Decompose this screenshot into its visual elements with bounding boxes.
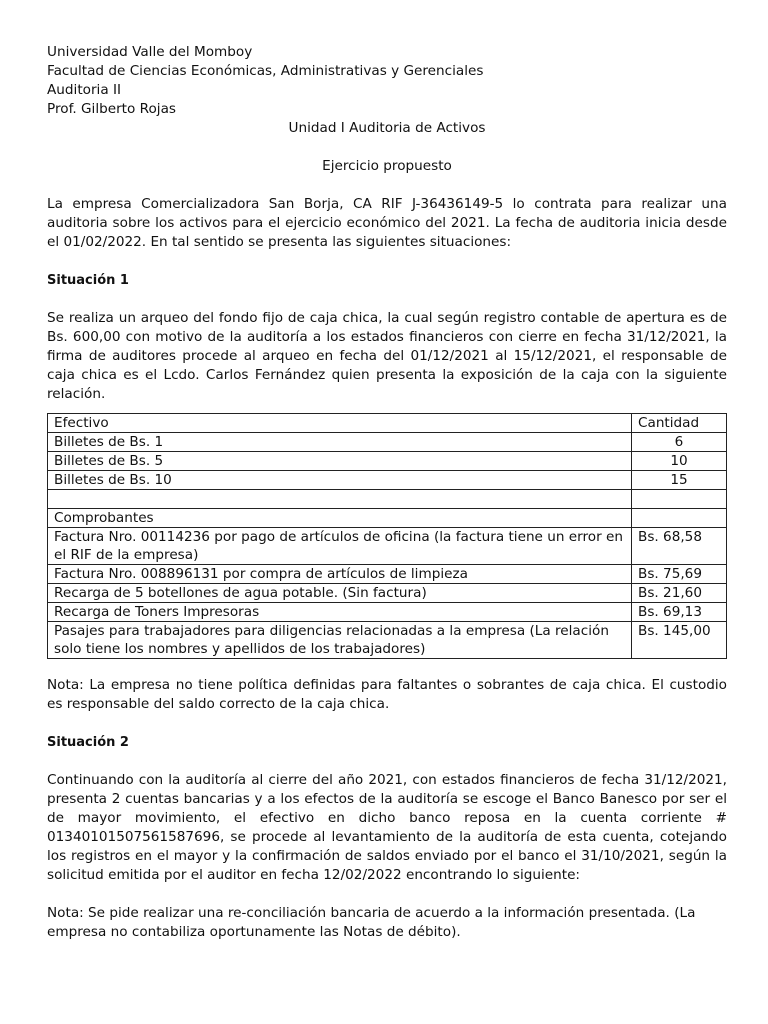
voucher-amount: Bs. 68,58 — [632, 528, 727, 565]
exercise-title: Ejercicio propuesto — [322, 158, 452, 174]
intro-paragraph: La empresa Comercializadora San Borja, CA RIF J-36436149-5 lo contrata para realizar una auditoria sobre los activos para el ejercicio económico del 2021. La fecha de auditoria inicia desde el 01/02/2022. En tal sentido se presenta las siguientes situaciones: — [47, 196, 727, 250]
table-header-row — [48, 414, 727, 433]
voucher-label: Pasajes para trabajadores para diligencias relacionadas a la empresa (La relación solo tiene los nombres y apellidos de los trabajadores) — [48, 622, 632, 659]
cash-label: Billetes de Bs. 5 — [48, 452, 632, 471]
situation1-text: Se realiza un arqueo del fondo fijo de caja chica, la cual según registro contable de apertura es de Bs. 600,00 con motivo de la auditoría a los estados financieros con cierre en fecha 31/12/2021, la firma de auditores procede al arqueo en fecha del 01/12/2021 al 15/12/2021, el responsable de caja chica es el Lcdo. Carlos Fernández quien presenta la exposición de la caja con la siguiente relación. — [47, 310, 727, 402]
professor-name: Prof. Gilberto Rojas — [47, 101, 176, 117]
cash-count-table — [47, 413, 727, 659]
voucher-label: Recarga de Toners Impresoras — [48, 603, 632, 622]
voucher-amount: Bs. 21,60 — [632, 584, 727, 603]
situation2-note: Nota: Se pide realizar una re-conciliación bancaria de acuerdo a la información presentada. (La empresa no contabiliza oportunamente las Notas de débito). — [47, 905, 696, 940]
course-name: Auditoria II — [47, 82, 122, 98]
situation2-title: Situación 2 — [47, 735, 129, 750]
voucher-label: Factura Nro. 008896131 por compra de artículos de limpieza — [48, 565, 632, 584]
university-name: Universidad Valle del Momboy — [47, 44, 253, 60]
table-row — [48, 452, 727, 471]
table-row — [48, 433, 727, 452]
cash-label: Billetes de Bs. 1 — [48, 433, 632, 452]
table-row — [48, 622, 727, 659]
voucher-amount: Bs. 75,69 — [632, 565, 727, 584]
table-row — [48, 603, 727, 622]
unit-title: Unidad I Auditoria de Activos — [288, 120, 486, 136]
cantidad-header: Cantidad — [632, 414, 727, 433]
empty-row — [48, 490, 727, 509]
situation1-note: Nota: La empresa no tiene política definidas para faltantes o sobrantes de caja chica. El custodio es responsable del saldo correcto de la caja chica. — [47, 677, 727, 712]
voucher-label: Recarga de 5 botellones de agua potable. (Sin factura) — [48, 584, 632, 603]
faculty-name: Facultad de Ciencias Económicas, Administrativas y Gerenciales — [47, 63, 484, 79]
table-row — [48, 565, 727, 584]
table-row — [48, 509, 727, 528]
voucher-amount: Bs. 69,13 — [632, 603, 727, 622]
situation1-title: Situación 1 — [47, 273, 129, 288]
document-page — [47, 43, 727, 942]
table-row — [48, 471, 727, 490]
efectivo-header: Efectivo — [48, 414, 632, 433]
comprobantes-header: Comprobantes — [48, 509, 632, 528]
cash-qty: 6 — [632, 433, 727, 452]
table-row — [48, 584, 727, 603]
table-row — [48, 528, 727, 565]
cash-label: Billetes de Bs. 10 — [48, 471, 632, 490]
voucher-amount: Bs. 145,00 — [632, 622, 727, 659]
voucher-label: Factura Nro. 00114236 por pago de artículos de oficina (la factura tiene un error en el RIF de la empresa) — [48, 528, 632, 565]
cash-qty: 15 — [632, 471, 727, 490]
situation2-text: Continuando con la auditoría al cierre del año 2021, con estados financieros de fecha 31/12/2021, presenta 2 cuentas bancarias y a los efectos de la auditoría se escoge el Banco Banesco por ser el de mayor movimiento, el efectivo en dicho banco reposa en la cuenta corriente # 01340101507561587696, se procede al levantamiento de la auditoría de esta cuenta, cotejando los registros en el mayor y la confirmación de saldos enviado por el banco el 31/10/2021, según la solicitud emitida por el auditor en fecha 12/02/2022 encontrando lo siguiente: — [47, 772, 727, 883]
cash-qty: 10 — [632, 452, 727, 471]
